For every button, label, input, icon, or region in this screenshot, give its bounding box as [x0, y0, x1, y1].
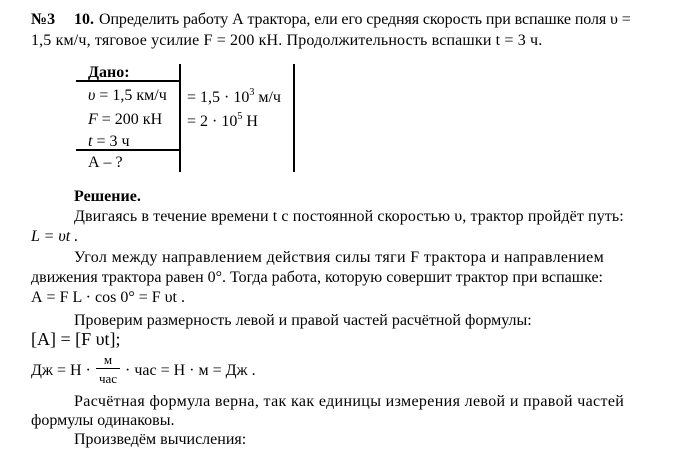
formula-units-prefix: Дж = Н · — [31, 362, 91, 379]
formula-dimension: [A] = [F υt]; — [31, 329, 121, 349]
units-fraction-bar — [96, 368, 120, 369]
time-symbol: t — [88, 133, 93, 150]
given-header: Дано: — [88, 64, 130, 81]
given-divider-vertical — [179, 64, 181, 172]
force-value: = 200 кН — [97, 111, 163, 128]
solution-paragraph-4a: Расчётная формула верна, так как единицы измерения левой и правой частей — [74, 393, 625, 410]
given-velocity — [88, 86, 167, 105]
velocity-value: = 1,5 км/ч — [95, 87, 167, 104]
formula-units-suffix: · час = Н · м = Дж . — [125, 362, 256, 379]
force-symbol: F — [88, 111, 98, 128]
solution-header: Решение. — [74, 188, 141, 205]
given-time — [88, 132, 130, 151]
units-fraction-denominator: час — [98, 371, 118, 386]
problem-index: 10. — [74, 11, 94, 28]
si-velocity — [187, 88, 281, 109]
given-force — [88, 110, 162, 129]
given-find: А – ? — [88, 154, 123, 171]
si-velocity-unit: м/ч — [254, 89, 281, 106]
formula-path: L = υt . — [31, 228, 79, 245]
time-value: = 3 ч — [92, 133, 130, 150]
problem-text-line2: 1,5 км/ч, тяговое усилие F = 200 кН. Продолжительность вспашки t = 3 ч. — [31, 32, 543, 49]
si-force — [187, 112, 258, 133]
solution-paragraph-2b: движения трактора равен 0°. Тогда работа, которую совершит трактор при вспашке: — [31, 269, 603, 286]
si-velocity-mantissa: = 1,5 · 10 — [187, 89, 250, 106]
si-force-unit: Н — [242, 113, 258, 130]
si-velocity-exponent: 3 — [249, 87, 255, 98]
solution-paragraph-2a: Угол между направлением действия силы тяги F трактора и направлением — [74, 249, 605, 266]
si-force-mantissa: = 2 · 10 — [187, 113, 238, 130]
si-force-exponent: 5 — [237, 111, 243, 122]
solution-paragraph-3: Проверим размерность левой и правой частей расчётной формулы: — [74, 312, 532, 329]
formula-work: А = F L · cos 0° = F υt . — [31, 289, 185, 306]
si-divider-vertical — [293, 64, 295, 172]
problem-text-line1: Определить работу А трактора, ели его средняя скорость при вспашке поля υ = — [99, 11, 631, 28]
velocity-symbol: υ — [88, 87, 96, 104]
solution-paragraph-4b: формулы одинаковы. — [31, 412, 175, 429]
solution-paragraph-5: Произведём вычисления: — [74, 431, 247, 448]
solution-paragraph-1: Двигаясь в течение времени t с постоянной скоростью υ, трактор пройдёт путь: — [74, 208, 624, 225]
problem-number: №3 — [31, 11, 56, 28]
units-fraction-numerator: м — [103, 352, 113, 367]
